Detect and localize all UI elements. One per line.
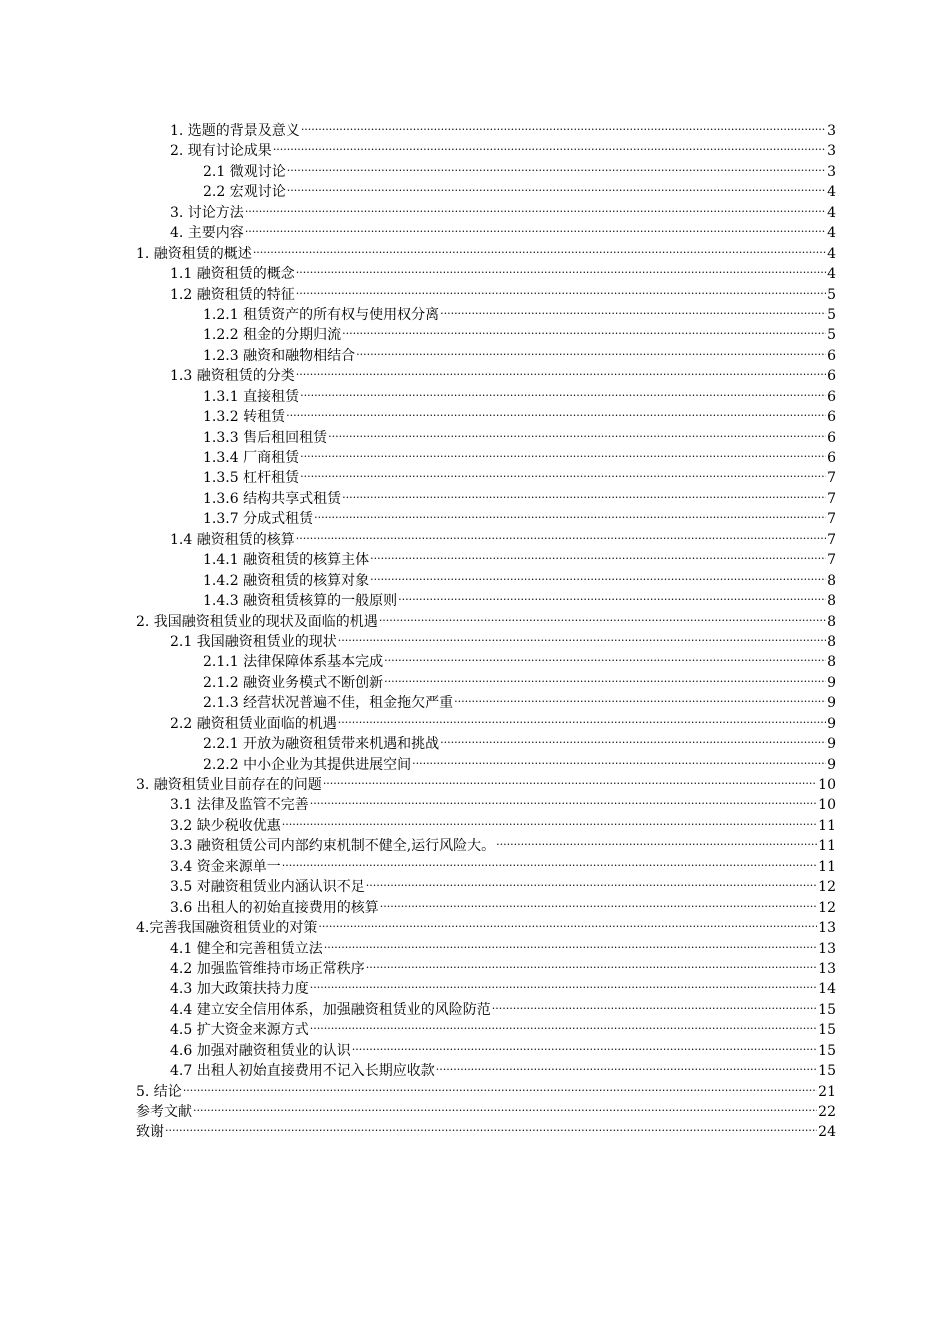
toc-entry-page-number: 15 (818, 1001, 836, 1018)
toc-dot-leader (245, 197, 826, 217)
toc-entry-page-number: 8 (827, 613, 836, 630)
toc-entry-page-number: 10 (818, 777, 836, 793)
toc-entry-title: 1.3.2 转租赁 (203, 409, 286, 426)
toc-entry-title: 4. 主要内容 (170, 225, 244, 242)
toc-dot-leader (310, 1014, 817, 1034)
toc-dot-leader (300, 442, 826, 462)
toc-entry-title: 3.6 出租人的初始直接费用的核算 (170, 899, 379, 916)
toc-dot-leader (342, 319, 826, 339)
toc-entry-page-number: 12 (818, 899, 836, 916)
toc-entry-title: 4.2 加强监管维持市场正常秩序 (170, 960, 365, 977)
toc-entry-title: 5. 结论 (136, 1083, 182, 1100)
toc-entry-title: 1.4 融资租赁的核算 (170, 531, 295, 548)
toc-dot-leader (300, 381, 826, 401)
toc-entry-title: 2.1 我国融资租赁业的现状 (170, 633, 337, 650)
toc-dot-leader (398, 585, 826, 605)
toc-dot-leader (436, 1055, 817, 1075)
toc-entry-title: 4.5 扩大资金来源方式 (170, 1022, 309, 1039)
toc-entry-page-number: 3 (827, 163, 836, 180)
toc-entry-page-number: 9 (827, 715, 836, 732)
toc-entry-page-number: 15 (818, 1022, 836, 1039)
toc-dot-leader (440, 728, 826, 748)
toc-entry-title: 1. 融资租赁的概述 (136, 245, 252, 262)
toc-dot-leader (310, 973, 817, 993)
toc-entry-title: 1.1 融资租赁的概念 (170, 266, 295, 283)
toc-entry[interactable] (136, 1096, 836, 1120)
toc-dot-leader (287, 156, 826, 176)
toc-dot-leader (314, 503, 826, 523)
toc-dot-leader (287, 176, 826, 196)
toc-entry-page-number: 4 (827, 204, 836, 221)
toc-dot-leader (193, 1096, 817, 1116)
toc-entry-page-number: 15 (818, 1042, 836, 1059)
toc-dot-leader (379, 606, 826, 626)
toc-entry-page-number: 11 (818, 858, 836, 875)
toc-entry-title: 1.3.3 售后租回租赁 (203, 429, 328, 446)
toc-entry-title: 3.2 缺少税收优惠 (170, 817, 281, 834)
toc-entry-title: 1.3 融资租赁的分类 (170, 368, 295, 385)
toc-dot-leader (296, 360, 826, 380)
toc-entry-page-number: 15 (818, 1063, 836, 1080)
toc-dot-leader (370, 565, 826, 585)
toc-dot-leader (328, 422, 826, 442)
toc-dot-leader (338, 708, 826, 728)
toc-entry-page-number: 13 (818, 940, 836, 957)
toc-entry-title: 3.5 对融资租赁业内涵认识不足 (170, 879, 365, 896)
toc-entry-title: 1. 选题的背景及意义 (170, 123, 300, 139)
toc-entry-page-number: 7 (827, 470, 836, 487)
toc-dot-leader (165, 1116, 817, 1136)
toc-entry-page-number: 22 (818, 1104, 836, 1120)
toc-dot-leader (366, 871, 817, 891)
toc-entry-title: 4.7 出租人初始直接费用不记入长期应收款 (170, 1063, 435, 1080)
toc-dot-leader (286, 401, 826, 421)
toc-dot-leader (440, 299, 826, 319)
toc-entry[interactable] (136, 115, 836, 139)
toc-entry-title: 3.4 资金来源单一 (170, 858, 281, 875)
toc-entry-page-number: 9 (827, 736, 836, 753)
toc-entry-title: 1.3.6 结构共享式租赁 (203, 490, 342, 507)
toc-dot-leader (245, 217, 826, 237)
toc-entry-page-number: 8 (827, 593, 836, 610)
toc-dot-leader (366, 953, 817, 973)
toc-dot-leader (282, 810, 817, 830)
toc-dot-leader (310, 789, 817, 809)
toc-entry-title: 4.1 健全和完善租赁立法 (170, 940, 323, 957)
toc-dot-leader (282, 851, 817, 871)
toc-entry-page-number: 8 (827, 572, 836, 589)
toc-entry-title: 3. 讨论方法 (170, 204, 244, 221)
toc-entry-title: 2. 现有讨论成果 (170, 143, 272, 160)
toc-entry-title: 2.2 宏观讨论 (203, 184, 286, 201)
toc-entry-title: 4.完善我国融资租赁业的对策 (136, 920, 318, 937)
toc-dot-leader (253, 238, 826, 258)
toc-dot-leader (384, 646, 826, 666)
toc-dot-leader (323, 769, 817, 789)
toc-dot-leader (352, 1035, 817, 1055)
toc-entry-title: 1.3.4 厂商租赁 (203, 450, 300, 466)
toc-dot-leader (492, 994, 817, 1014)
toc-entry-page-number: 9 (827, 756, 836, 773)
toc-entry-page-number: 21 (818, 1083, 836, 1100)
toc-entry-page-number: 7 (827, 490, 836, 507)
toc-entry-title: 3.3 融资租赁公司内部约束机制不健全,运行风险大。 (170, 838, 496, 855)
toc-dot-leader (183, 1076, 817, 1096)
toc-dot-leader (412, 749, 826, 769)
toc-entry-title: 4.3 加大政策扶持力度 (170, 981, 309, 998)
toc-dot-leader (338, 626, 826, 646)
toc-dot-leader (300, 462, 826, 482)
toc-entry-title: 1.4.2 融资租赁的核算对象 (203, 572, 370, 589)
toc-entry-page-number: 4 (827, 245, 836, 262)
toc-dot-leader (296, 279, 826, 299)
toc-entry-page-number: 4 (827, 225, 836, 242)
toc-entry-title: 4.6 加强对融资租赁业的认识 (170, 1042, 351, 1059)
toc-entry-page-number: 5 (827, 327, 836, 344)
table-of-contents (136, 115, 836, 1141)
toc-entry-page-number: 6 (827, 388, 836, 405)
toc-entry-title: 1.2 融资租赁的特征 (170, 286, 295, 303)
toc-entry-page-number: 7 (827, 511, 836, 528)
toc-dot-leader (324, 933, 817, 953)
toc-entry-title: 参考文献 (136, 1104, 192, 1120)
toc-entry-title: 1.3.5 杠杆租赁 (203, 470, 300, 487)
toc-dot-leader (356, 340, 826, 360)
toc-entry-page-number: 6 (827, 368, 836, 385)
toc-dot-leader (384, 667, 826, 687)
toc-dot-leader (454, 687, 826, 707)
toc-entry-page-number: 4 (827, 266, 836, 283)
toc-entry-page-number: 13 (818, 920, 836, 937)
toc-entry-title: 致谢 (136, 1124, 164, 1141)
toc-entry-page-number: 4 (827, 184, 836, 201)
toc-entry-title: 2.1.3 经营状况普遍不佳，租金拖欠严重 (203, 695, 454, 712)
toc-entry-page-number: 8 (827, 654, 836, 671)
toc-entry-page-number: 6 (827, 409, 836, 426)
toc-entry-page-number: 7 (827, 531, 836, 548)
toc-entry-title: 1.2.3 融资和融物相结合 (203, 347, 356, 364)
toc-dot-leader (318, 912, 817, 932)
toc-dot-leader (370, 544, 826, 564)
toc-entry-title: 2.1.2 融资业务模式不断创新 (203, 674, 384, 691)
toc-entry-page-number: 9 (827, 674, 836, 691)
toc-entry-title: 3. 融资租赁业目前存在的问题 (136, 777, 322, 793)
toc-entry-title: 1.2.1 租赁资产的所有权与使用权分离 (203, 306, 440, 323)
toc-dot-leader (301, 115, 826, 135)
toc-entry-title: 2.1 微观讨论 (203, 163, 286, 180)
toc-entry[interactable] (136, 1116, 836, 1141)
toc-entry-page-number: 10 (818, 797, 836, 814)
toc-entry-page-number: 13 (818, 960, 836, 977)
toc-entry-page-number: 3 (827, 123, 836, 139)
toc-dot-leader (496, 830, 817, 850)
toc-entry-page-number: 6 (827, 450, 836, 466)
toc-entry-page-number: 11 (818, 817, 836, 834)
toc-entry-page-number: 11 (818, 838, 836, 855)
toc-entry-title: 2.2.2 中小企业为其提供进展空间 (203, 756, 412, 773)
toc-entry-page-number: 5 (827, 306, 836, 323)
toc-entry[interactable] (136, 1076, 836, 1100)
toc-dot-leader (380, 892, 817, 912)
toc-entry-page-number: 9 (827, 695, 836, 712)
toc-entry-title: 2.2.1 开放为融资租赁带来机遇和挑战 (203, 736, 440, 753)
toc-entry-page-number: 6 (827, 347, 836, 364)
toc-entry-page-number: 5 (827, 286, 836, 303)
toc-entry-page-number: 3 (827, 143, 836, 160)
toc-dot-leader (296, 524, 826, 544)
toc-entry-page-number: 6 (827, 429, 836, 446)
toc-entry-title: 1.3.1 直接租赁 (203, 388, 300, 405)
toc-entry-title: 4.4 建立安全信用体系，加强融资租赁业的风险防范 (170, 1001, 491, 1018)
toc-dot-leader (342, 483, 826, 503)
toc-entry-title: 1.2.2 租金的分期归流 (203, 327, 342, 344)
toc-dot-leader (273, 135, 826, 155)
toc-entry-page-number: 14 (818, 981, 836, 998)
toc-dot-leader (296, 258, 826, 278)
toc-entry-title: 2. 我国融资租赁业的现状及面临的机遇 (136, 613, 378, 630)
toc-entry-title: 2.2 融资租赁业面临的机遇 (170, 715, 337, 732)
toc-entry-page-number: 7 (827, 552, 836, 569)
toc-entry-page-number: 8 (827, 633, 836, 650)
toc-entry-title: 3.1 法律及监管不完善 (170, 797, 309, 814)
toc-entry-title: 1.4.1 融资租赁的核算主体 (203, 552, 370, 569)
toc-entry-page-number: 24 (818, 1124, 836, 1141)
toc-entry-title: 1.3.7 分成式租赁 (203, 511, 314, 528)
toc-entry-title: 2.1.1 法律保障体系基本完成 (203, 654, 384, 671)
toc-entry-page-number: 12 (818, 879, 836, 896)
toc-entry-title: 1.4.3 融资租赁核算的一般原则 (203, 593, 398, 610)
